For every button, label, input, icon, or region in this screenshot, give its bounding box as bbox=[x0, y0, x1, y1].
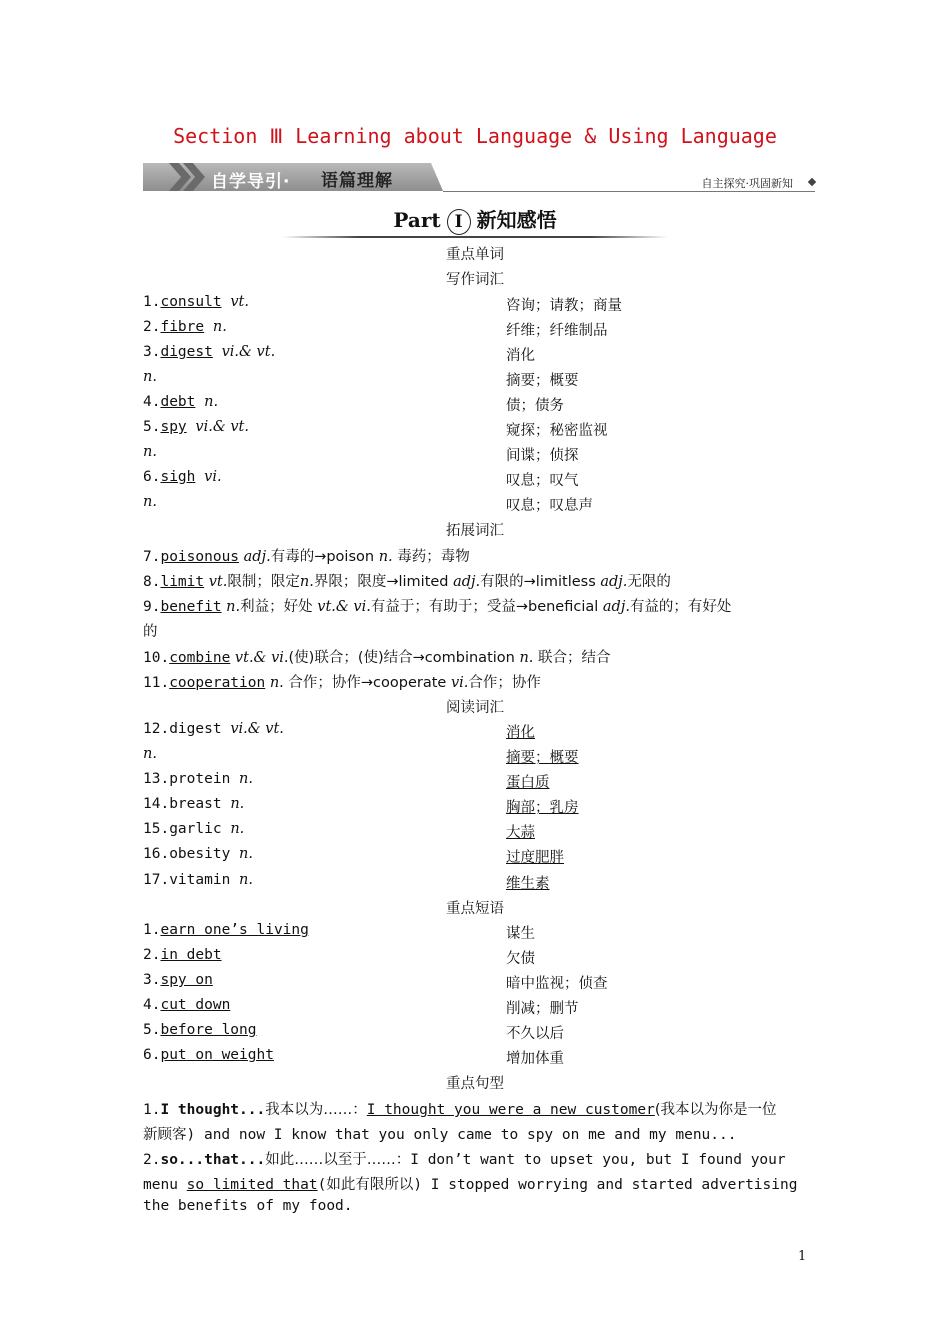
heading-reading: 阅读词汇 bbox=[446, 700, 504, 716]
expand-row: 10.combine vt.& vi.(使)联合；(使)结合→combination n. 联合；结合 bbox=[143, 650, 611, 666]
expand-row: 9.benefit n.利益；好处 vt.& vi.有益于；有助于；受益→beneficial adj.有益的；有好处 bbox=[143, 599, 732, 615]
part-zh: 新知感悟 bbox=[476, 208, 557, 232]
expand-row: 8.limit vt.限制；限定n.界限；限度→limited adj.有限的→limitless adj.无限的 bbox=[143, 574, 671, 590]
phrase-meaning: 欠债 bbox=[506, 951, 535, 967]
word-row: 2.fibre n. bbox=[143, 319, 227, 335]
sentence-row: menu so limited that(如此有限所以) I stopped worrying and started advertising bbox=[143, 1177, 798, 1193]
word-row: n. bbox=[143, 444, 157, 460]
phrase-row: 2.in debt bbox=[143, 947, 222, 963]
reading-meaning: 过度肥胖 bbox=[506, 850, 564, 866]
word-meaning: 窥探；秘密监视 bbox=[506, 423, 608, 439]
phrase-row: 6.put on weight bbox=[143, 1047, 274, 1063]
word-row: n. bbox=[143, 369, 157, 385]
expand-row: 11.cooperation n. 合作；协作→cooperate vi.合作；协作 bbox=[143, 675, 541, 691]
section-banner bbox=[143, 161, 815, 193]
reading-row: n. bbox=[143, 746, 157, 762]
reading-meaning: 摘要；概要 bbox=[506, 750, 579, 766]
word-meaning: 债；债务 bbox=[506, 398, 564, 414]
reading-meaning: 蛋白质 bbox=[506, 775, 550, 791]
word-meaning: 摘要；概要 bbox=[506, 373, 579, 389]
word-row: 3.digest vi.& vt. bbox=[143, 344, 276, 360]
part-rule bbox=[282, 236, 668, 238]
reading-row: 12.digest vi.& vt. bbox=[143, 721, 284, 737]
expand-row-wrap: 的 bbox=[143, 624, 158, 640]
word-meaning: 叹息；叹息声 bbox=[506, 498, 593, 514]
sentence-row: 1.I thought...我本以为……：I thought you were a new customer(我本以为你是一位 bbox=[143, 1102, 777, 1118]
word-meaning: 叹息；叹气 bbox=[506, 473, 579, 489]
heading-expand: 拓展词汇 bbox=[446, 523, 504, 539]
phrase-meaning: 不久以后 bbox=[506, 1026, 564, 1042]
phrase-row: 3.spy on bbox=[143, 972, 213, 988]
reading-meaning: 大蒜 bbox=[506, 825, 535, 841]
heading-writing: 写作词汇 bbox=[446, 272, 504, 288]
word-meaning: 间谍；侦探 bbox=[506, 448, 579, 464]
phrase-meaning: 增加体重 bbox=[506, 1051, 564, 1067]
sentence-row: the benefits of my food. bbox=[143, 1198, 353, 1214]
reading-row: 14.breast n. bbox=[143, 796, 245, 812]
word-meaning: 咨询；请教；商量 bbox=[506, 298, 622, 314]
reading-meaning: 维生素 bbox=[506, 876, 550, 892]
banner-left-text: 自学导引· bbox=[211, 172, 291, 192]
phrase-meaning: 削减；删节 bbox=[506, 1001, 579, 1017]
reading-row: 17.vitamin n. bbox=[143, 872, 253, 888]
phrase-row: 1.earn one’s living bbox=[143, 922, 309, 938]
part-label: Part bbox=[393, 208, 441, 232]
word-row: n. bbox=[143, 494, 157, 510]
banner-rule bbox=[443, 191, 815, 192]
word-row: 4.debt n. bbox=[143, 394, 219, 410]
diamond-icon bbox=[808, 178, 816, 186]
phrase-row: 5.before long bbox=[143, 1022, 257, 1038]
heading-keywords: 重点单词 bbox=[446, 247, 504, 263]
heading-phrases: 重点短语 bbox=[446, 901, 504, 917]
expand-row: 7.poisonous adj.有毒的→poison n. 毒药；毒物 bbox=[143, 549, 470, 565]
part-heading bbox=[282, 204, 668, 236]
sentence-row: 2.so...that...如此……以至于……：I don’t want to upset you, but I found your bbox=[143, 1152, 786, 1168]
word-row: 1.consult vt. bbox=[143, 294, 249, 310]
page-number: 1 bbox=[798, 1249, 807, 1264]
banner-mid-text: 语篇理解 bbox=[321, 171, 393, 191]
page-title: Section Ⅲ Learning about Language & Using Language bbox=[173, 124, 777, 148]
word-meaning: 消化 bbox=[506, 348, 535, 364]
phrase-row: 4.cut down bbox=[143, 997, 231, 1013]
reading-meaning: 消化 bbox=[506, 725, 535, 741]
part-roman: I bbox=[447, 209, 471, 235]
sentence-row: 新顾客) and now I know that you only came to spy on me and my menu... bbox=[143, 1127, 737, 1143]
reading-meaning: 胸部；乳房 bbox=[506, 800, 579, 816]
phrase-meaning: 谋生 bbox=[506, 926, 535, 942]
word-meaning: 纤维；纤维制品 bbox=[506, 323, 608, 339]
reading-row: 15.garlic n. bbox=[143, 821, 245, 837]
word-row: 5.spy vi.& vt. bbox=[143, 419, 249, 435]
reading-row: 13.protein n. bbox=[143, 771, 253, 787]
word-row: 6.sigh vi. bbox=[143, 469, 222, 485]
heading-sentences: 重点句型 bbox=[446, 1076, 504, 1092]
reading-row: 16.obesity n. bbox=[143, 846, 253, 862]
phrase-meaning: 暗中监视；侦查 bbox=[506, 976, 608, 992]
banner-right-text: 自主探究·巩固新知 bbox=[701, 177, 793, 190]
